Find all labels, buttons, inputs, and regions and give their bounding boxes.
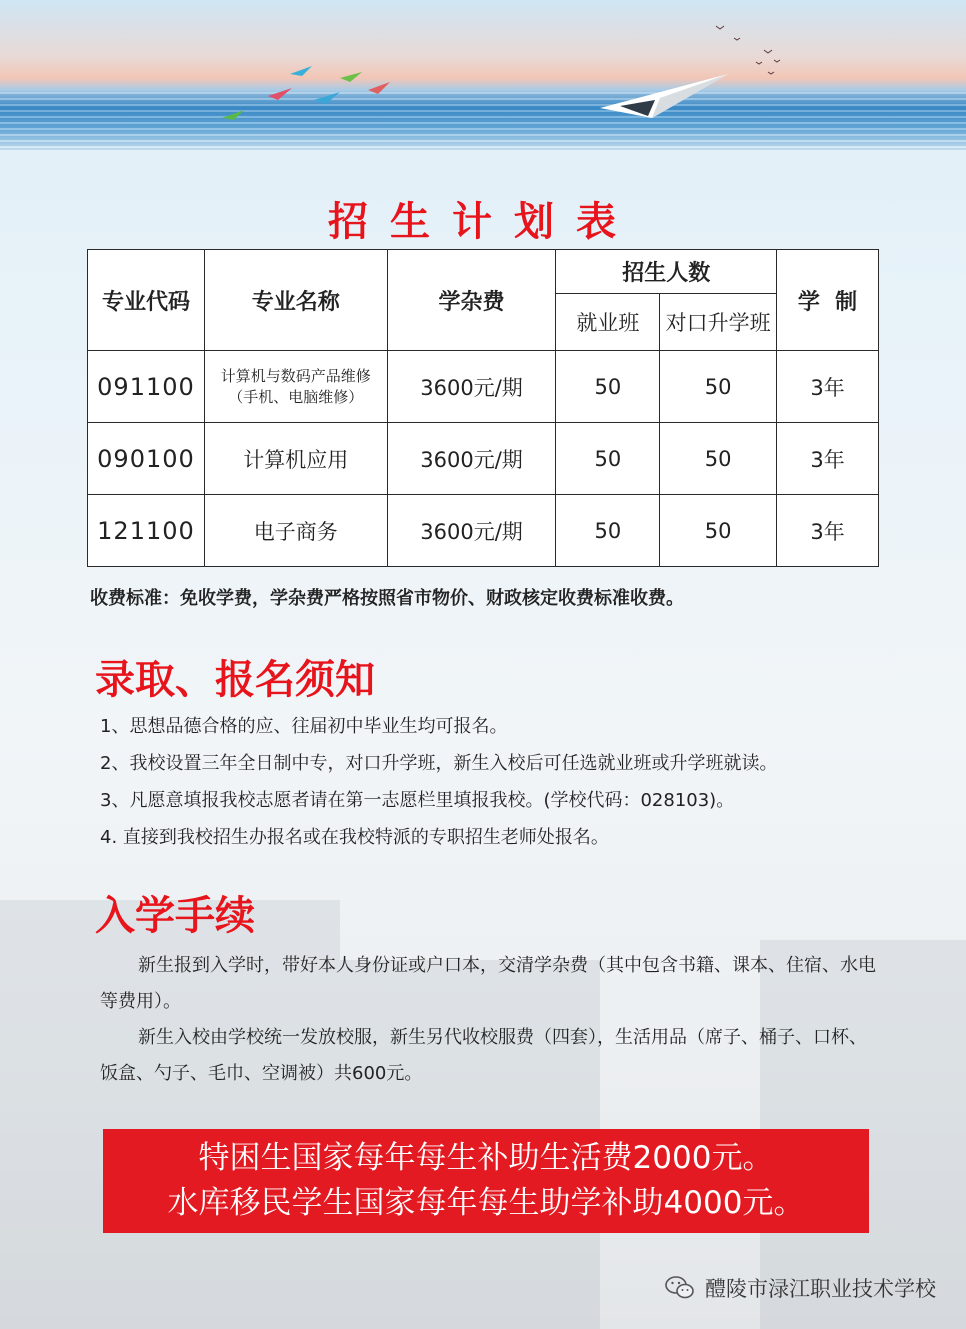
header-banner [0, 0, 966, 150]
cell-duration: 3年 [777, 351, 879, 423]
cell-fee: 3600元/期 [387, 495, 556, 567]
header-enroll: 招生人数 [556, 250, 777, 294]
notice-heading: 录取、报名须知 [95, 657, 375, 703]
cell-upgrade: 50 [660, 495, 777, 567]
procedure-paragraph: 新生入校由学校统一发放校服，新生另代收校服费（四套），生活用品（席子、桶子、口杯、饭盒、勺子、毛巾、空调被）共600元。 [100, 1027, 867, 1084]
cell-name-line1: 计算机与数码产品维修 [220, 366, 371, 385]
cell-code: 090100 [88, 423, 205, 495]
notice-list [100, 714, 920, 862]
cell-name: 电子商务 [204, 495, 387, 567]
subsidy-line: 特困生国家每年每生补助生活费2000元。 [198, 1140, 774, 1176]
header-employ: 就业班 [556, 294, 660, 351]
header-fee: 学杂费 [387, 250, 556, 351]
cell-employ: 50 [556, 423, 660, 495]
fee-note: 收费标准：免收学费，学杂费严格按照省市物价、财政核定收费标准收费。 [90, 588, 684, 609]
procedure-paragraph: 新生报到入学时，带好本人身份证或户口本，交清学杂费（其中包含书籍、课本、住宿、水电等费用）。 [100, 955, 876, 1012]
paper-plane-icon [600, 68, 730, 120]
cell-employ: 50 [556, 351, 660, 423]
cell-name [204, 351, 387, 423]
cell-duration: 3年 [777, 423, 879, 495]
subsidy-banner [103, 1129, 869, 1233]
cell-fee: 3600元/期 [387, 423, 556, 495]
cell-fee: 3600元/期 [387, 351, 556, 423]
birds-icon [712, 20, 792, 83]
subsidy-line: 水库移民学生国家每年每生助学补助4000元。 [167, 1185, 805, 1221]
list-item: 3、凡愿意填报我校志愿者请在第一志愿栏里填报我校。(学校代码：028103)。 [100, 790, 735, 811]
cell-employ: 50 [556, 495, 660, 567]
cell-name: 计算机应用 [204, 423, 387, 495]
header-code: 专业代码 [88, 250, 205, 351]
sea-backdrop [0, 92, 966, 150]
cell-duration: 3年 [777, 495, 879, 567]
wechat-icon [665, 1275, 695, 1301]
header-upgrade: 对口升学班 [660, 294, 777, 351]
table-row [88, 423, 879, 495]
cell-code: 121100 [88, 495, 205, 567]
list-item: 1、思想品德合格的应、往届初中毕业生均可报名。 [100, 716, 508, 737]
enrollment-table [87, 249, 879, 567]
cell-name-line2: （手机、电脑维修） [228, 387, 364, 406]
procedure-text [100, 948, 880, 1092]
account-name: 醴陵市渌江职业技术学校 [705, 1277, 936, 1301]
footer-account [665, 1271, 936, 1305]
list-item: 4. 直接到我校招生办报名或在我校特派的专职招生老师处报名。 [100, 827, 609, 848]
page-title: 招生计划表 [328, 199, 638, 245]
small-planes-icon [222, 62, 402, 124]
list-item: 2、我校设置三年全日制中专，对口升学班，新生入校后可任选就业班或升学班就读。 [100, 753, 778, 774]
cell-upgrade: 50 [660, 351, 777, 423]
table-row [88, 351, 879, 423]
table-row [88, 495, 879, 567]
cell-code: 091100 [88, 351, 205, 423]
header-duration: 学 制 [777, 250, 879, 351]
header-name: 专业名称 [204, 250, 387, 351]
procedure-heading: 入学手续 [95, 893, 255, 939]
cell-upgrade: 50 [660, 423, 777, 495]
